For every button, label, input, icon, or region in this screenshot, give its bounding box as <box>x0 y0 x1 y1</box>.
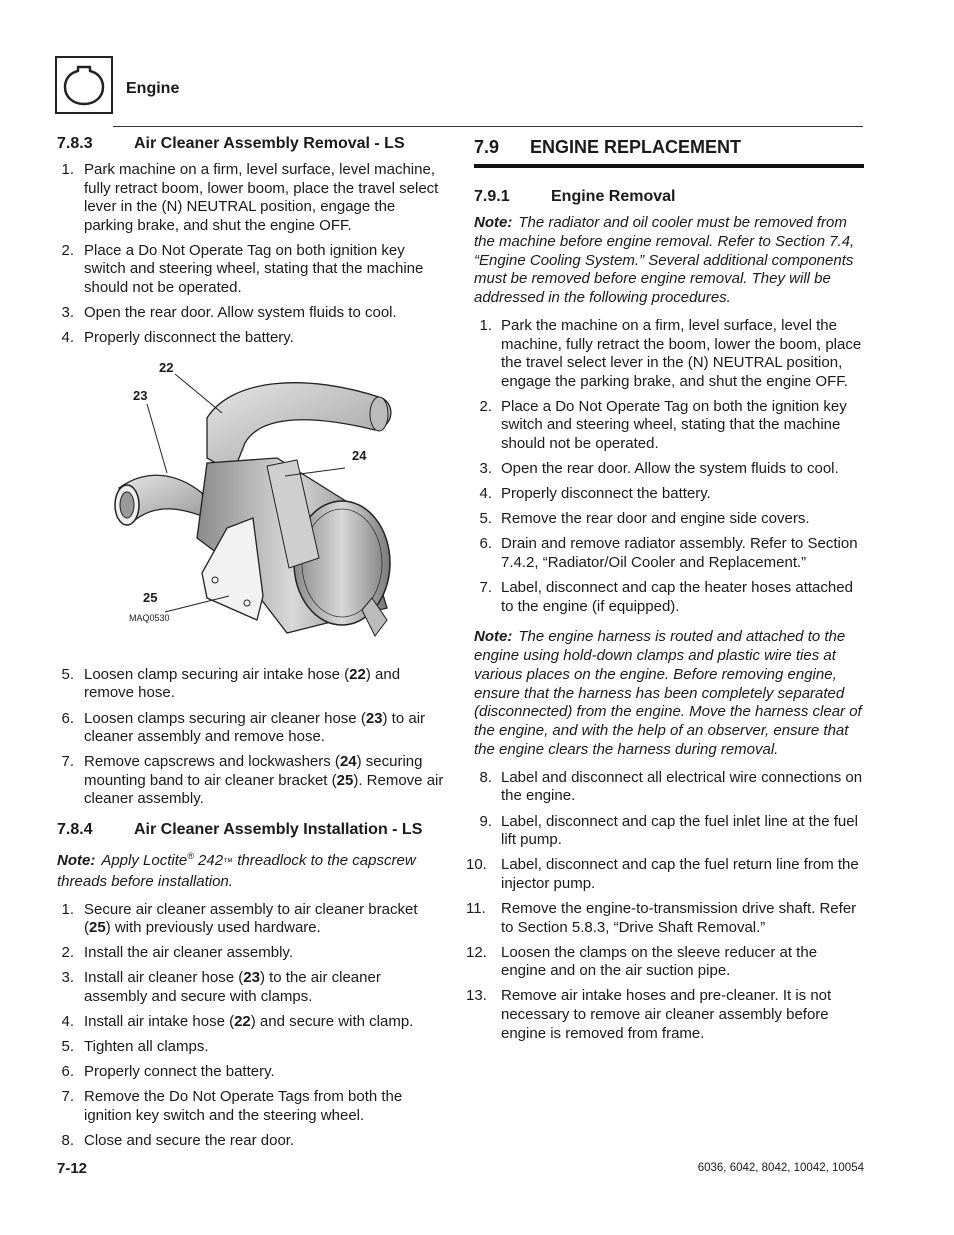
figure-code: MAQ0530 <box>129 612 170 623</box>
list-item: 3. Open the rear door. Allow the system fluids to cool. <box>479 460 839 478</box>
header-rule <box>113 126 863 127</box>
list-item: 4. Properly disconnect the battery. <box>479 485 711 503</box>
removal-steps-list-2 <box>57 666 445 809</box>
list-item: 8. Close and secure the rear door. <box>61 1132 295 1150</box>
air-cleaner-figure <box>57 358 445 658</box>
list-item: 5. Remove the rear door and engine side covers. <box>479 510 810 528</box>
callout-23: 23 <box>133 387 148 403</box>
callout-24: 24 <box>352 447 367 463</box>
list-item: 5. Tighten all clamps. <box>61 1038 209 1056</box>
list-item: 2. Place a Do Not Operate Tag on both the ignition key switch and steering wheel, stating that the machine should not be operated. <box>479 397 847 453</box>
list-item: 6. Properly connect the battery. <box>61 1063 275 1081</box>
list-item: 1. Secure air cleaner assembly to air cleaner bracket (25) with previously used hardware. <box>61 900 418 937</box>
list-item: 4. Install air intake hose (22) and secure with clamp. <box>61 1013 414 1031</box>
list-item: 7. Remove capscrews and lockwashers (24) securing mounting band to air cleaner bracket (25). Remove air cleaner assembly. <box>61 753 444 808</box>
list-item: 6. Loosen clamps securing air cleaner hose (23) to air cleaner assembly and remove hose. <box>61 709 426 746</box>
list-item: 6. Drain and remove radiator assembly. Refer to Section 7.4.2, “Radiator/Oil Cooler and Replacement.” <box>479 535 858 572</box>
list-item: 1. Park the machine on a firm, level surface, level the machine, fully retract the boom, lower the boom, place the travel select lever in the (N) NEUTRAL position, engage the parking brake, and shut the engine OFF. <box>479 316 862 390</box>
list-item: 12. Loosen the clamps on the sleeve reducer at the engine and on the air suction pipe. <box>466 943 818 980</box>
page-number: 7-12 <box>57 1160 88 1177</box>
section-header-title: Engine <box>126 80 180 97</box>
list-item: 4. Properly disconnect the battery. <box>61 329 294 347</box>
air-cleaner-illustration <box>57 358 445 658</box>
list-item: 10. Label, disconnect and cap the fuel return line from the injector pump. <box>466 856 859 892</box>
callout-22: 22 <box>159 359 174 375</box>
list-item: 3. Open the rear door. Allow system fluids to cool. <box>61 304 397 322</box>
left-column <box>57 135 445 1157</box>
list-item: 8. Label and disconnect all electrical wire connections on the engine. <box>479 768 863 805</box>
section-7-9-1-heading: 7.9.1 Engine Removal <box>474 188 676 205</box>
list-item: 13. Remove air intake hoses and pre-cleaner. It is not necessary to remove air cleaner assembly before engine is removed from frame. <box>466 987 832 1042</box>
section-7-9-heading: 7.9 ENGINE REPLACEMENT <box>474 137 864 168</box>
engine-removal-steps-list <box>474 317 864 616</box>
list-item: 2. Install the air cleaner assembly. <box>61 944 293 962</box>
callout-25: 25 <box>143 589 158 605</box>
model-numbers: 6036, 6042, 8042, 10042, 10054 <box>697 1162 864 1174</box>
engine-removal-steps-list-2 <box>466 768 864 1043</box>
list-item: 11. Remove the engine-to-transmission drive shaft. Refer to Section 5.8.3, “Drive Shaft Removal.” <box>466 899 857 936</box>
list-item: 5. Loosen clamp securing air intake hose (22) and remove hose. <box>61 665 401 702</box>
section-7-8-4-heading: 7.8.4 Air Cleaner Assembly Installation - LS <box>57 821 423 838</box>
list-item: 3. Install air cleaner hose (23) to the air cleaner assembly and secure with clamps. <box>61 969 381 1005</box>
removal-steps-list <box>57 161 445 348</box>
list-item: 2. Place a Do Not Operate Tag on both ignition key switch and steering wheel, stating that the machine should not be operated. <box>61 241 424 297</box>
installation-steps-list <box>57 901 445 1151</box>
engine-icon <box>55 56 113 114</box>
radiator-note: Note: The radiator and oil cooler must be removed from the machine before engine removal. Refer to Section 7.4, “Engine Cooling System.” Several additional components must be removed before engine removal. They will be addressed in the following procedures. <box>474 214 855 307</box>
list-item: 1. Park machine on a firm, level surface, level machine, fully retract boom, lower boom, place the travel select lever in the (N) NEUTRAL position, engage the parking brake, and shut the engine OFF. <box>61 161 439 234</box>
list-item: 7. Label, disconnect and cap the heater hoses attached to the engine (if equipped). <box>479 579 853 615</box>
list-item: 9. Label, disconnect and cap the fuel inlet line at the fuel lift pump. <box>479 812 858 849</box>
right-column <box>466 135 864 1050</box>
harness-note: Note: The engine harness is routed and attached to the engine using hold-down clamps and plastic wire ties at various places on the engine. Before removing engine, ensure that the harness has been completely separated (disconnected) from the engine. Move the harness clear of the engine, and with the help of an observer, ensure that the engine clears the harness during removal. <box>474 628 862 759</box>
list-item: 7. Remove the Do Not Operate Tags from both the ignition key switch and the steering wheel. <box>61 1088 403 1124</box>
loctite-note: Note: Apply Loctite® 242™ threadlock to the capscrew threads before installation. <box>57 851 416 890</box>
section-7-8-3-heading: 7.8.3 Air Cleaner Assembly Removal - LS <box>57 135 405 152</box>
